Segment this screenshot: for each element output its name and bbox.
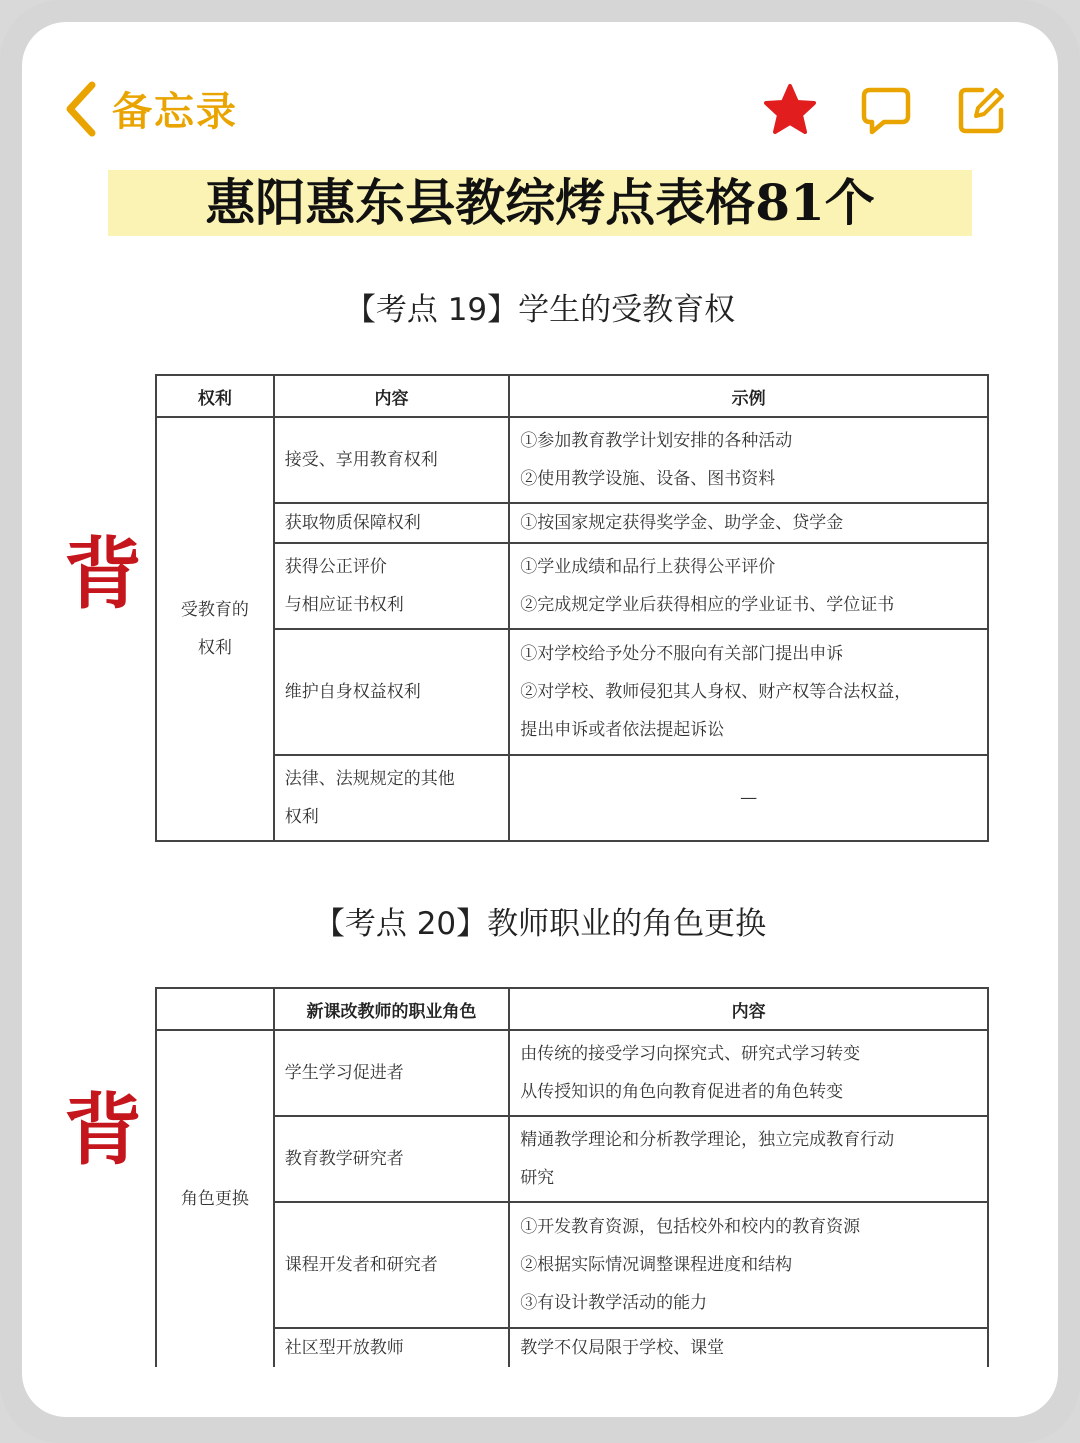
edit-button[interactable] (954, 82, 1010, 138)
column-header (156, 988, 274, 1030)
category-cell: 角色更换 (156, 1030, 274, 1367)
example-cell: ①对学校给予处分不服向有关部门提出申诉 ②对学校、教师侵犯其人身权、财产权等合法权益， 提出申诉或者依法提起诉讼 (509, 629, 988, 755)
content-cell: 获取物质保障权利 (274, 503, 509, 543)
table-row (156, 1030, 988, 1116)
column-header: 新课改教师的职业角色 (274, 988, 509, 1030)
category-cell: 受教育的 权利 (156, 417, 274, 841)
table-header-row (156, 988, 988, 1030)
content-cell: 维护自身权益权利 (274, 629, 509, 755)
roles-table (155, 987, 989, 1367)
column-header: 权利 (156, 375, 274, 417)
title-highlight (108, 170, 972, 236)
content-cell: 法律、法规规定的其他 权利 (274, 755, 509, 841)
recite-mark: 背 (63, 1085, 142, 1176)
star-icon (762, 82, 818, 138)
section1-heading: 【考点 19】学生的受教育权 (344, 292, 736, 328)
table-row (156, 755, 988, 841)
column-header: 示例 (509, 375, 988, 417)
header-actions (762, 82, 1010, 138)
table-header-row (156, 375, 988, 417)
page-title: 惠阳惠东县教综烤点表格81个 (205, 173, 875, 232)
comment-icon (860, 84, 912, 136)
section2-heading: 【考点 20】教师职业的角色更换 (313, 906, 767, 942)
example-cell: 教学不仅局限于学校、课堂 (509, 1328, 988, 1367)
table-row (156, 503, 988, 543)
comment-button[interactable] (858, 82, 914, 138)
table-row (156, 543, 988, 629)
back-label: 备忘录 (112, 89, 238, 135)
table-row (156, 1202, 988, 1328)
note-card (22, 22, 1058, 1417)
back-button[interactable] (64, 80, 238, 137)
content-cell: 学生学习促进者 (274, 1030, 509, 1116)
content-cell: 教育教学研究者 (274, 1116, 509, 1202)
table-row (156, 1328, 988, 1367)
content-cell: 获得公正评价 与相应证书权利 (274, 543, 509, 629)
edit-icon (956, 84, 1008, 136)
example-cell: — (509, 755, 988, 841)
table-row (156, 417, 988, 503)
content-cell: 课程开发者和研究者 (274, 1202, 509, 1328)
column-header: 内容 (509, 988, 988, 1030)
example-cell: 精通教学理论和分析教学理论，独立完成教育行动 研究 (509, 1116, 988, 1202)
column-header: 内容 (274, 375, 509, 417)
content-cell: 社区型开放教师 (274, 1328, 509, 1367)
example-cell: 由传统的接受学习向探究式、研究式学习转变 从传授知识的角色向教育促进者的角色转变 (509, 1030, 988, 1116)
example-cell: ①开发教育资源，包括校外和校内的教育资源 ②根据实际情况调整课程进度和结构 ③有设计教学活动的能力 (509, 1202, 988, 1328)
example-cell: ①按国家规定获得奖学金、助学金、贷学金 (509, 503, 988, 543)
table-row (156, 629, 988, 755)
rights-table (155, 374, 989, 842)
example-cell: ①学业成绩和品行上获得公平评价 ②完成规定学业后获得相应的学业证书、学位证书 (509, 543, 988, 629)
favorite-button[interactable] (762, 82, 818, 138)
table-row (156, 1116, 988, 1202)
recite-mark: 背 (63, 529, 142, 620)
content-cell: 接受、享用教育权利 (274, 417, 509, 503)
back-chevron-icon (64, 81, 98, 137)
example-cell: ①参加教育教学计划安排的各种活动 ②使用教学设施、设备、图书资料 (509, 417, 988, 503)
